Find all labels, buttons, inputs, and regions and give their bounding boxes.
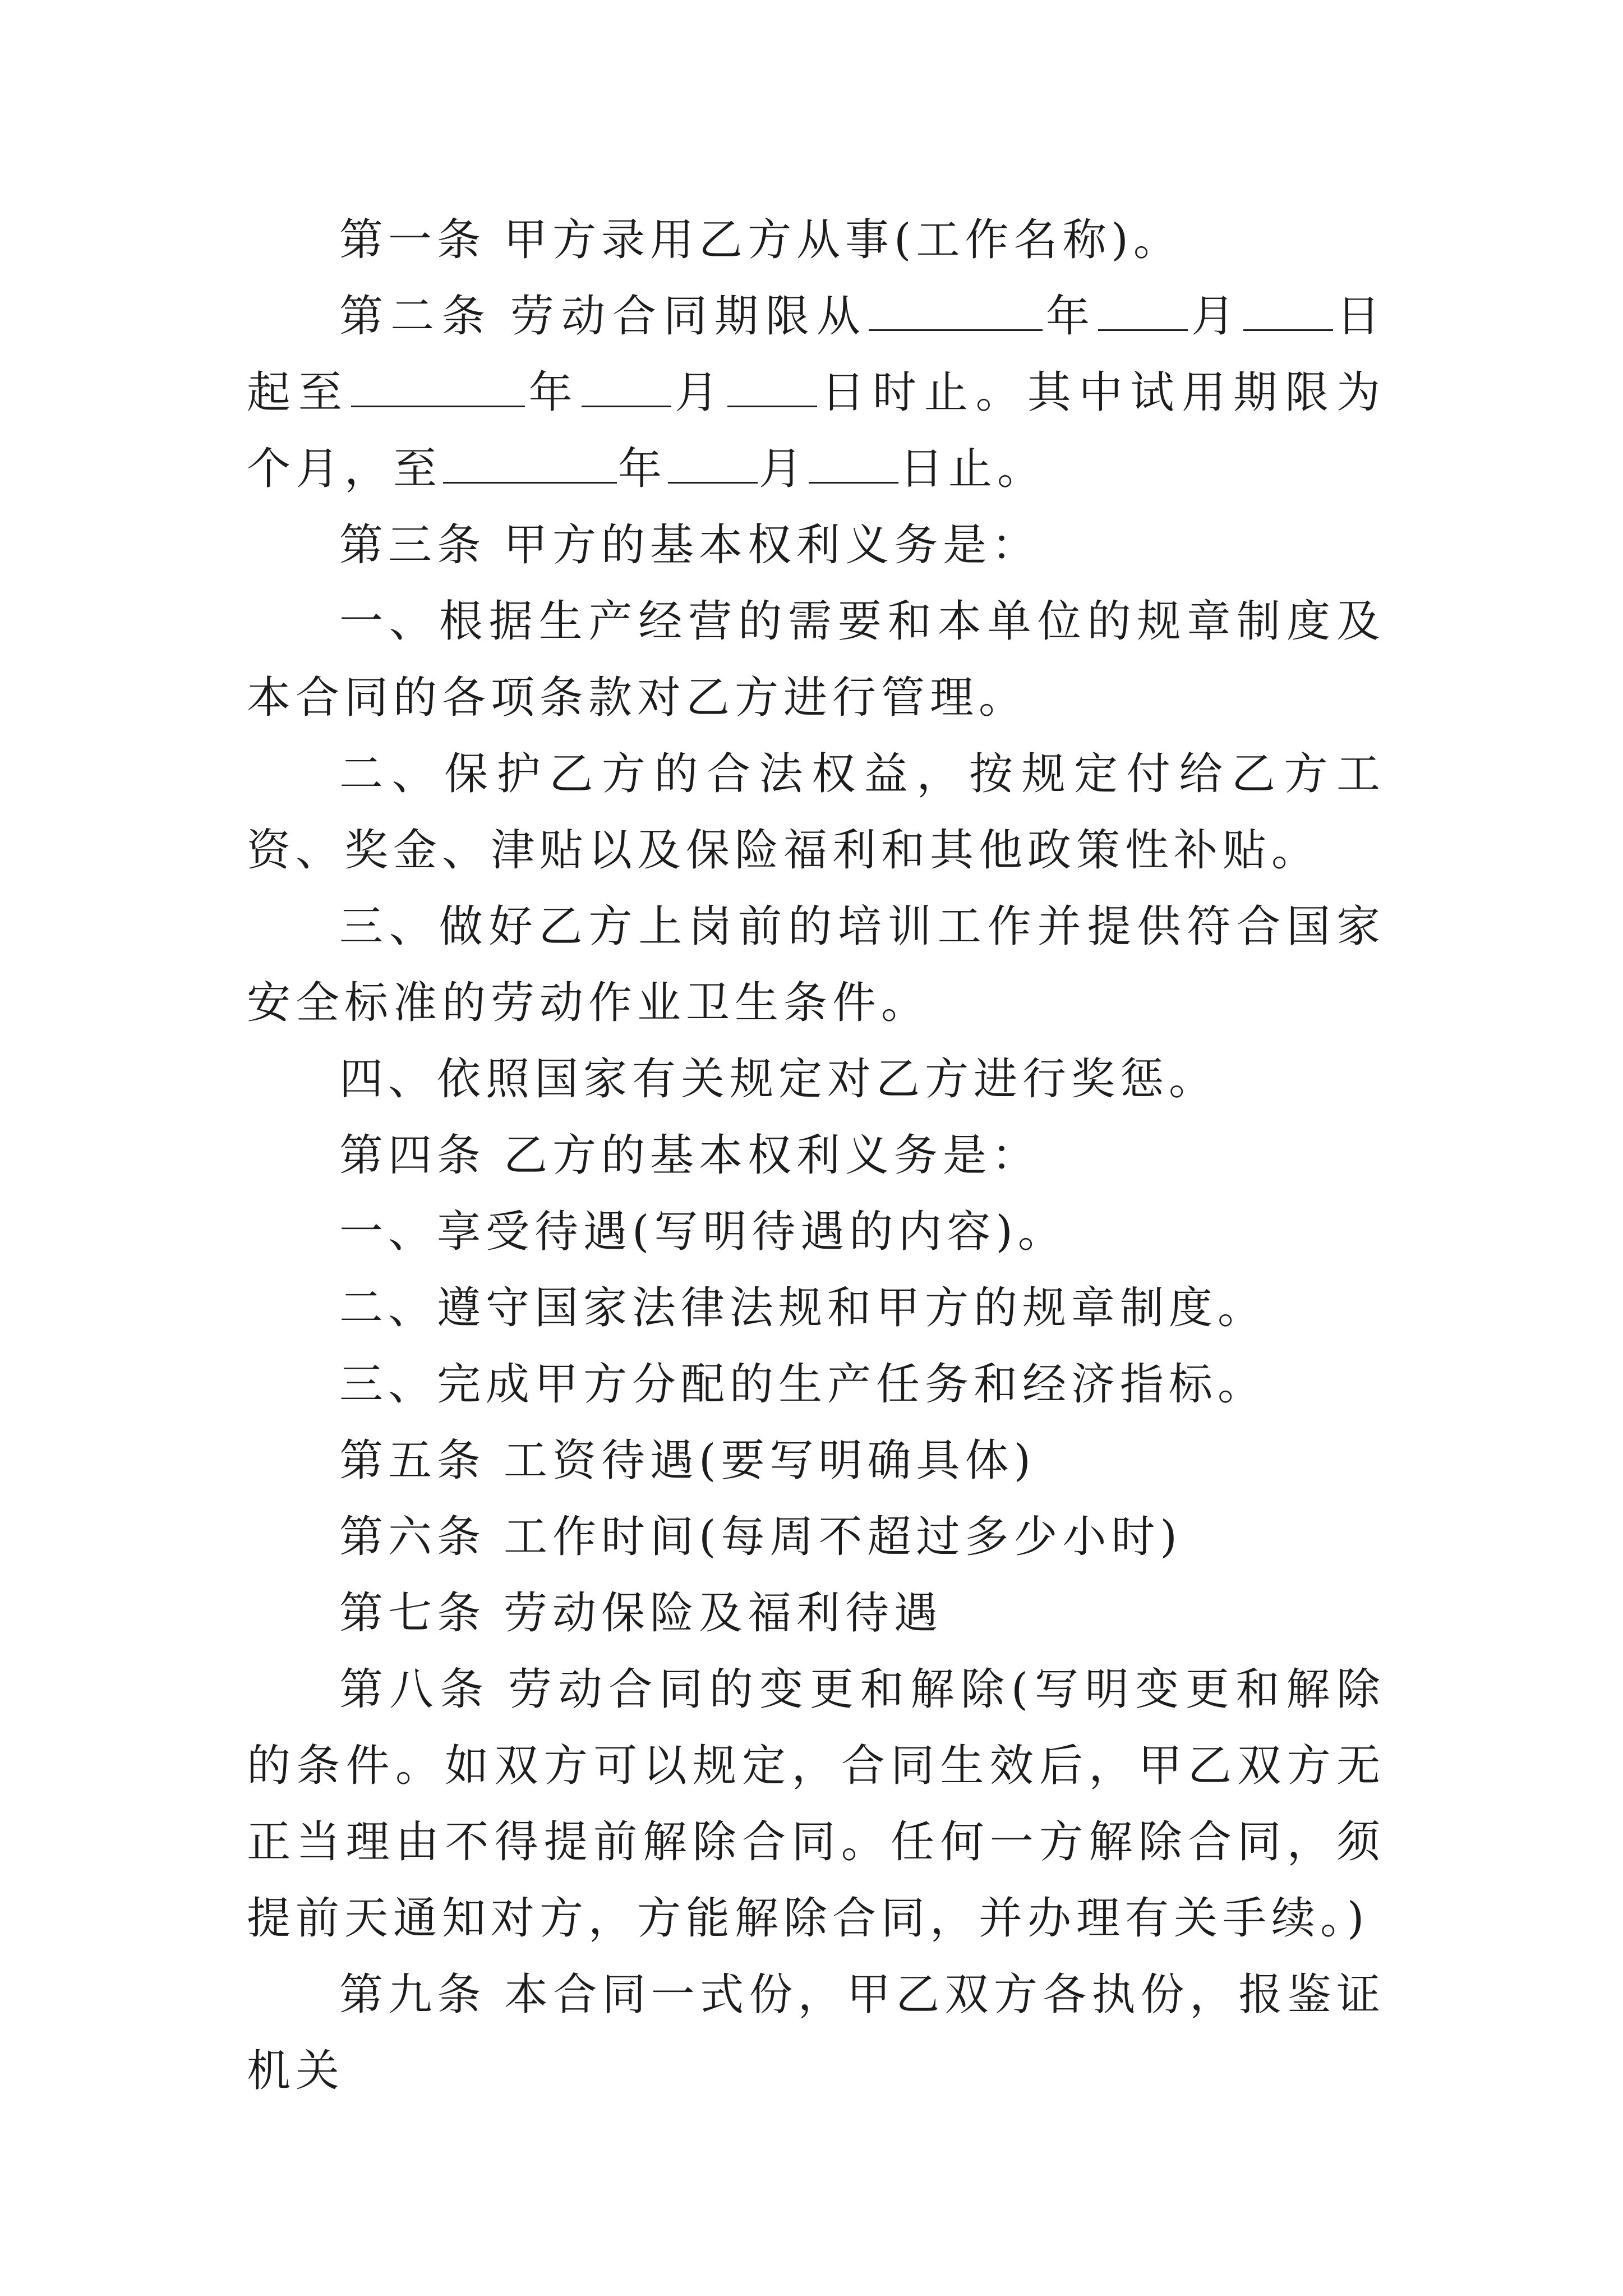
article-4-text: 乙方的基本权利义务是： — [504, 1130, 1041, 1181]
document-page — [247, 202, 1385, 2109]
article-6-heading: 第六条 — [339, 1512, 486, 1562]
blank-trial-year — [443, 447, 617, 484]
blank-end-year — [351, 371, 525, 407]
article-3-item-2: 二、保护乙方的合法权益，按规定付给乙方工资、奖金、津贴以及保险福利和其他政策性补贴。 — [247, 749, 1385, 876]
article-3-heading: 第三条 — [339, 520, 486, 570]
article-9 — [247, 1957, 1385, 2109]
article-3-text: 甲方的基本权利义务是： — [504, 520, 1041, 570]
article-2-heading: 第二条 — [339, 291, 492, 342]
article-6-text: 工作时间(每周不超过多少小时) — [504, 1512, 1182, 1562]
blank-end-month — [582, 371, 671, 407]
label-month-3: 月 — [759, 444, 808, 494]
article-8 — [247, 1651, 1385, 1957]
article-3-item-4: 四、依照国家有关规定对乙方进行奖惩。 — [339, 1054, 1218, 1105]
label-year-1: 年 — [1043, 291, 1097, 342]
article-5-text: 工资待遇(要写明确具体) — [504, 1435, 1036, 1486]
article-5 — [247, 1423, 1385, 1499]
label-year-3: 年 — [618, 444, 667, 494]
blank-start-year — [869, 295, 1043, 331]
article-4-item-1: 一、享受待遇(写明待遇的内容)。 — [339, 1207, 1067, 1257]
label-month-1: 月 — [1188, 291, 1242, 342]
article-7-heading: 第七条 — [339, 1588, 486, 1639]
label-day-end: 日止。 — [900, 444, 1046, 494]
blank-end-day — [727, 371, 817, 407]
label-day-until: 日时止。其中试用期限为个月，至 — [247, 367, 1385, 494]
label-year-2: 年 — [525, 367, 580, 418]
article-9-text: 本合同一式份，甲乙双方各执份，报鉴证机关 — [247, 1970, 1385, 2096]
blank-trial-day — [809, 447, 898, 484]
article-4-item-2: 二、遵守国家法律法规和甲方的规章制度。 — [339, 1283, 1267, 1333]
article-7-text: 劳动保险及福利待遇 — [504, 1588, 943, 1639]
article-3 — [247, 507, 1385, 583]
article-7 — [247, 1575, 1385, 1651]
article-3-item-1: 一、根据生产经营的需要和本单位的规章制度及本合同的各项条款对乙方进行管理。 — [247, 596, 1385, 723]
article-2-text-a: 劳动合同期限从 — [510, 291, 868, 342]
article-4-heading: 第四条 — [339, 1130, 486, 1181]
label-day-from: 日起至 — [247, 291, 1385, 418]
article-5-heading: 第五条 — [339, 1435, 486, 1486]
article-4-item-3: 三、完成甲方分配的生产任务和经济指标。 — [339, 1359, 1267, 1410]
article-4 — [247, 1117, 1385, 1194]
article-1-text: 甲方录用乙方从事(工作名称)。 — [504, 215, 1182, 265]
article-8-text: 劳动合同的变更和解除(写明变更和解除的条件。如双方可以规定，合同生效后，甲乙双方无正当理由不得提前解除合同。任何一方解除合同，须提前天通知对方，方能解除合同，并办理有关手续。) — [247, 1664, 1385, 1944]
blank-start-day — [1243, 295, 1333, 331]
blank-trial-month — [668, 447, 758, 484]
article-1 — [247, 202, 1385, 278]
article-6 — [247, 1499, 1385, 1575]
article-1-heading: 第一条 — [339, 215, 486, 265]
label-month-2: 月 — [672, 367, 727, 418]
article-9-heading: 第九条 — [339, 1970, 486, 2020]
article-8-heading: 第八条 — [339, 1664, 491, 1715]
blank-start-month — [1098, 295, 1188, 331]
article-2 — [247, 278, 1385, 507]
article-3-item-3: 三、做好乙方上岗前的培训工作并提供符合国家安全标准的劳动作业卫生条件。 — [247, 901, 1385, 1028]
